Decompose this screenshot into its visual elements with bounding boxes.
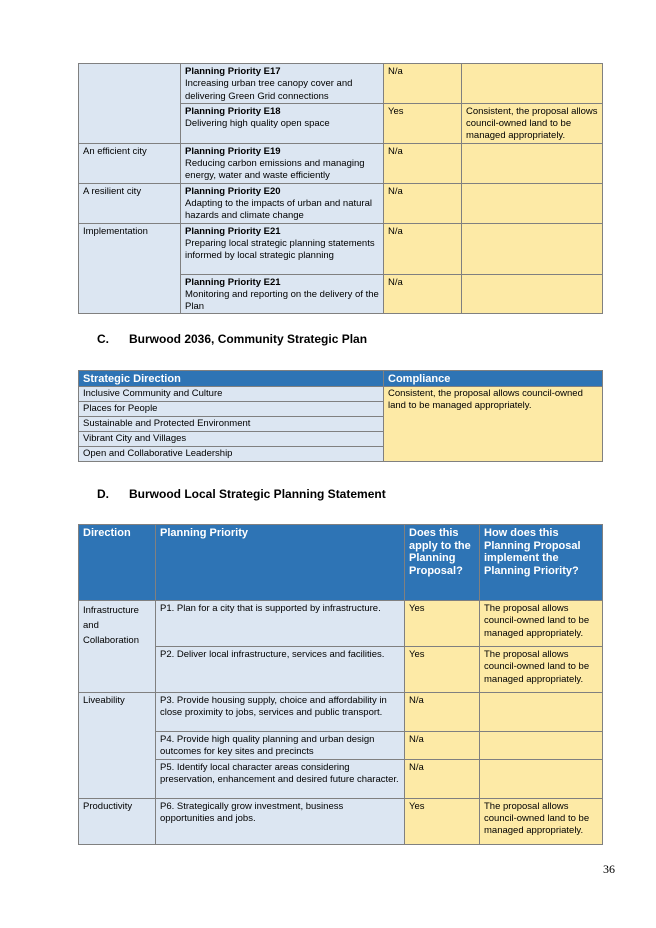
- priority-cell: P3. Provide housing supply, choice and affordability in close proximity to jobs, services and public transport.: [156, 693, 405, 732]
- priority-cell: Planning Priority E17 Increasing urban tree canopy cover and delivering Green Grid connections: [181, 64, 384, 104]
- header-applies: Does this apply to the Planning Proposal?: [405, 525, 480, 601]
- applies-cell: N/a: [384, 64, 462, 104]
- header-planning-priority: Planning Priority: [156, 525, 405, 601]
- how-cell: [480, 759, 603, 798]
- comment-cell: [462, 64, 603, 104]
- direction-cell: [79, 64, 181, 144]
- compliance-cell: Consistent, the proposal allows council-owned land to be managed appropriately.: [384, 386, 603, 461]
- priority-cell: Planning Priority E20 Adapting to the impacts of urban and natural hazards and climate change: [181, 183, 384, 223]
- table-row: [79, 798, 603, 844]
- applies-cell: Yes: [384, 103, 462, 143]
- table-row: [79, 386, 603, 401]
- priority-cell: P1. Plan for a city that is supported by infrastructure.: [156, 601, 405, 647]
- section-letter: C.: [97, 332, 109, 346]
- comment-cell: Consistent, the proposal allows council-owned land to be managed appropriately.: [462, 103, 603, 143]
- priority-cell: P6. Strategically grow investment, business opportunities and jobs.: [156, 798, 405, 844]
- applies-cell: N/a: [384, 274, 462, 314]
- comment-cell: [462, 274, 603, 314]
- table-row: [79, 693, 603, 732]
- direction-cell: Implementation: [79, 223, 181, 314]
- header-strategic-direction: Strategic Direction: [79, 371, 384, 387]
- table-row: [79, 759, 603, 798]
- direction-cell: Vibrant City and Villages: [79, 431, 384, 446]
- how-cell: [480, 732, 603, 760]
- direction-cell: Liveability: [79, 693, 156, 799]
- direction-cell: A resilient city: [79, 183, 181, 223]
- comment-cell: [462, 183, 603, 223]
- direction-cell: Sustainable and Protected Environment: [79, 416, 384, 431]
- applies-cell: N/a: [405, 759, 480, 798]
- local-strategic-planning-table: [78, 524, 603, 845]
- applies-cell: N/a: [384, 143, 462, 183]
- header-compliance: Compliance: [384, 371, 603, 387]
- section-d-heading: [97, 487, 386, 501]
- community-strategic-plan-table: [78, 370, 603, 462]
- table-row: [79, 223, 603, 274]
- priority-cell: Planning Priority E18 Delivering high quality open space: [181, 103, 384, 143]
- applies-cell: N/a: [405, 693, 480, 732]
- direction-cell: An efficient city: [79, 143, 181, 183]
- section-title: Burwood 2036, Community Strategic Plan: [129, 332, 368, 346]
- applies-cell: N/a: [384, 183, 462, 223]
- how-cell: The proposal allows council-owned land to be managed appropriately.: [480, 601, 603, 647]
- table-row: [79, 601, 603, 647]
- table-row: [79, 64, 603, 104]
- priority-cell: P4. Provide high quality planning and urban design outcomes for key sites and precincts: [156, 732, 405, 760]
- applies-cell: Yes: [405, 798, 480, 844]
- applies-cell: Yes: [405, 601, 480, 647]
- table-header-row: [79, 371, 603, 387]
- section-title: Burwood Local Strategic Planning Statement: [129, 487, 386, 501]
- direction-cell: Open and Collaborative Leadership: [79, 446, 384, 461]
- table-row: [79, 732, 603, 760]
- comment-cell: [462, 143, 603, 183]
- direction-cell: Inclusive Community and Culture: [79, 386, 384, 401]
- applies-cell: N/a: [384, 223, 462, 274]
- section-letter: D.: [97, 487, 109, 501]
- direction-cell: Infrastructure and Collaboration: [79, 601, 156, 693]
- priority-cell: Planning Priority E21 Monitoring and reporting on the delivery of the Plan: [181, 274, 384, 314]
- priority-cell: Planning Priority E21 Preparing local strategic planning statements informed by local strategic planning: [181, 223, 384, 274]
- direction-cell: Productivity: [79, 798, 156, 844]
- page-number: 36: [603, 862, 615, 876]
- header-how: How does this Planning Proposal implement the Planning Priority?: [480, 525, 603, 601]
- table-row: [79, 647, 603, 693]
- how-cell: [480, 693, 603, 732]
- priority-cell: P2. Deliver local infrastructure, services and facilities.: [156, 647, 405, 693]
- comment-cell: [462, 223, 603, 274]
- direction-cell: Places for People: [79, 401, 384, 416]
- applies-cell: N/a: [405, 732, 480, 760]
- applies-cell: Yes: [405, 647, 480, 693]
- eastern-city-plan-table: [78, 63, 603, 314]
- table-row: [79, 183, 603, 223]
- how-cell: The proposal allows council-owned land to be managed appropriately.: [480, 647, 603, 693]
- how-cell: The proposal allows council-owned land to be managed appropriately.: [480, 798, 603, 844]
- header-direction: Direction: [79, 525, 156, 601]
- table-header-row: [79, 525, 603, 601]
- priority-cell: Planning Priority E19 Reducing carbon emissions and managing energy, water and waste efficiently: [181, 143, 384, 183]
- section-c-heading: [97, 332, 367, 346]
- table-row: [79, 143, 603, 183]
- priority-cell: P5. Identify local character areas considering preservation, enhancement and desired future character.: [156, 759, 405, 798]
